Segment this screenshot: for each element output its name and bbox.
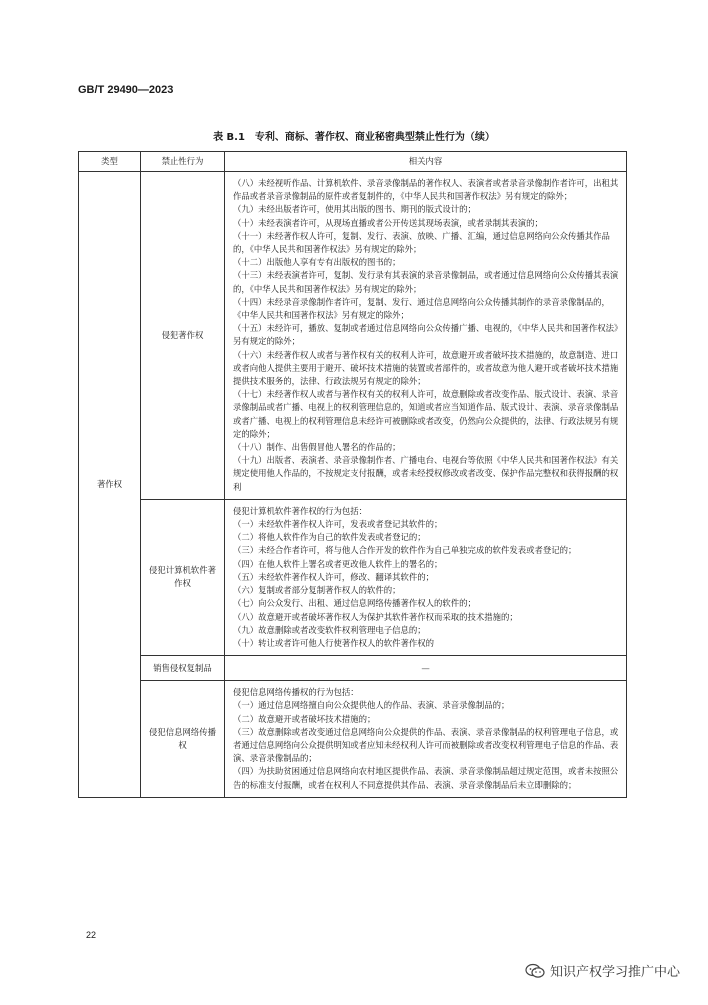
content-cell xyxy=(225,681,627,798)
behavior-cell: 侵犯信息网络传播权 xyxy=(141,681,225,798)
table-row xyxy=(79,681,627,798)
content-line: （十二）出版他人享有专有出版权的图书的； xyxy=(233,257,401,268)
content-line: （十五）未经许可，播放、复制或者通过信息网络向公众传播广播、电视的，《中华人民共和国著作权法》另有规定的除外； xyxy=(233,323,619,347)
content-line: （十四）未经录音录像制作者许可，复制、发行、通过信息网络向公众传播其制作的录音录像制品的，《中华人民共和国著作权法》另有规定的除外； xyxy=(233,296,610,321)
content-line: 侵犯计算机软件著作权的行为包括： xyxy=(233,505,367,516)
standard-code: GB/T 29490—2023 xyxy=(78,84,174,96)
content-line: （一）未经软件著作权人许可，发表或者登记其软件的； xyxy=(233,519,443,530)
content-line: （五）未经软件著作权人许可，修改、翻译其软件的； xyxy=(233,571,434,582)
content-line: （七）向公众发行、出租、通过信息网络传播著作权人的软件的； xyxy=(233,598,476,609)
table-row xyxy=(79,656,627,681)
content-line: （十）未经表演者许可，从现场直播或者公开传送其现场表演，或者录制其表演的； xyxy=(233,217,543,228)
table-header-row xyxy=(79,152,627,172)
watermark-text: 知识产权学习推广中心 xyxy=(549,965,680,980)
content-line: （十八）制作、出售假冒他人署名的作品的； xyxy=(233,442,401,453)
wechat-icon xyxy=(525,963,545,979)
content-line: （四）在他人软件上署名或者更改他人软件上的署名的； xyxy=(233,558,443,569)
content-line: （十一）未经著作权人许可，复制、发行、表演、放映、广播、汇编，通过信息网络向公众传播其作品的，《中华人民共和国著作权法》另有规定的除外； xyxy=(233,230,610,255)
column-header-type: 类型 xyxy=(79,152,141,172)
table-title: 表 B.1 专利、商标、著作权、商业秘密典型禁止性行为（续） xyxy=(213,132,495,143)
content-line: （八）故意避开或者破坏著作权人为保护其软件著作权而采取的技术措施的； xyxy=(233,611,518,622)
content-cell xyxy=(225,172,627,500)
content-line: （三）未经合作者许可，将与他人合作开发的软件作为自己单独完成的软件发表或者登记的； xyxy=(233,545,577,556)
content-line: （二）将他人软件作为自己的软件发表或者登记的； xyxy=(233,532,426,543)
column-header-behavior: 禁止性行为 xyxy=(141,152,225,172)
behavior-cell: 销售侵权复制品 xyxy=(141,656,225,681)
behavior-cell: 侵犯计算机软件著作权 xyxy=(141,499,225,655)
content-line: （二）故意避开或者破坏技术措施的； xyxy=(233,713,376,724)
content-cell-empty: — xyxy=(225,656,627,681)
content-line: （十）转让或者许可他人行使著作权人的软件著作权的 xyxy=(233,637,434,648)
content-line: 侵犯信息网络传播权的行为包括： xyxy=(233,687,359,698)
content-line: （一）通过信息网络擅自向公众提供他人的作品、表演、录音录像制品的； xyxy=(233,700,510,711)
prohibited-behaviors-table xyxy=(78,151,627,798)
content-line: （四）为扶助贫困通过信息网络向农村地区提供作品、表演、录音录像制品超过规定范围，或者未按照公告的标准支付报酬，或者在权利人不同意提供其作品、表演、录音录像制品后未立即删除的； xyxy=(233,766,619,790)
content-cell xyxy=(225,499,627,655)
column-header-content: 相关内容 xyxy=(225,152,627,172)
content-line: （十七）未经著作权人或者与著作权有关的权利人许可，故意删除或者改变作品、版式设计、表演、录音录像制品或者广播、电视上的权利管理信息的，知道或者应当知道作品、版式设计、表演、录音录像制品或者广播、电视上的权利管理信息未经许可被删除或者改变，仍然向公众提供的，法律、行政法规另有规定的除外； xyxy=(233,389,619,439)
table-row xyxy=(79,172,627,500)
content-line: （九）未经出版者许可，使用其出版的图书、期刊的版式设计的； xyxy=(233,204,476,215)
behavior-cell: 侵犯著作权 xyxy=(141,172,225,500)
content-line: （六）复制或者部分复制著作权人的软件的； xyxy=(233,585,401,596)
page-number: 22 xyxy=(86,930,97,940)
content-line: （三）故意删除或者改变通过信息网络向公众提供的作品、表演、录音录像制品的权利管理电子信息，或者通过信息网络向公众提供明知或者应知未经权利人许可而被删除或者改变权利管理电子信息的作品、表演、录音录像制品的； xyxy=(233,726,619,764)
category-cell: 著作权 xyxy=(79,172,141,798)
content-line: （九）故意删除或者改变软件权利管理电子信息的； xyxy=(233,624,426,635)
content-line: （十六）未经著作权人或者与著作权有关的权利人许可，故意避开或者破坏技术措施的，故意制造、进口或者向他人提供主要用于避开、破坏技术措施的装置或者部件的，或者故意为他人避开或者破坏技术措施提供技术服务的，法律、行政法规另有规定的除外； xyxy=(233,349,619,387)
content-line: （十三）未经表演者许可，复制、发行录有其表演的录音录像制品，或者通过信息网络向公众传播其表演的，《中华人民共和国著作权法》另有规定的除外； xyxy=(233,270,619,294)
content-line: （十九）出版者、表演者、录音录像制作者、广播电台、电视台等依照《中华人民共和国著作权法》有关规定使用他人作品的，不按规定支付报酬，或者未经授权修改或者改变、保护作品完整权和获得报酬的权利 xyxy=(233,455,619,492)
watermark xyxy=(525,961,680,980)
table-row xyxy=(79,499,627,655)
content-line: （八）未经视听作品、计算机软件、录音录像制品的著作权人、表演者或者录音录像制作者许可，出租其作品或者录音录像制品的原件或者复制件的，《中华人民共和国著作权法》另有规定的除外； xyxy=(233,178,619,202)
